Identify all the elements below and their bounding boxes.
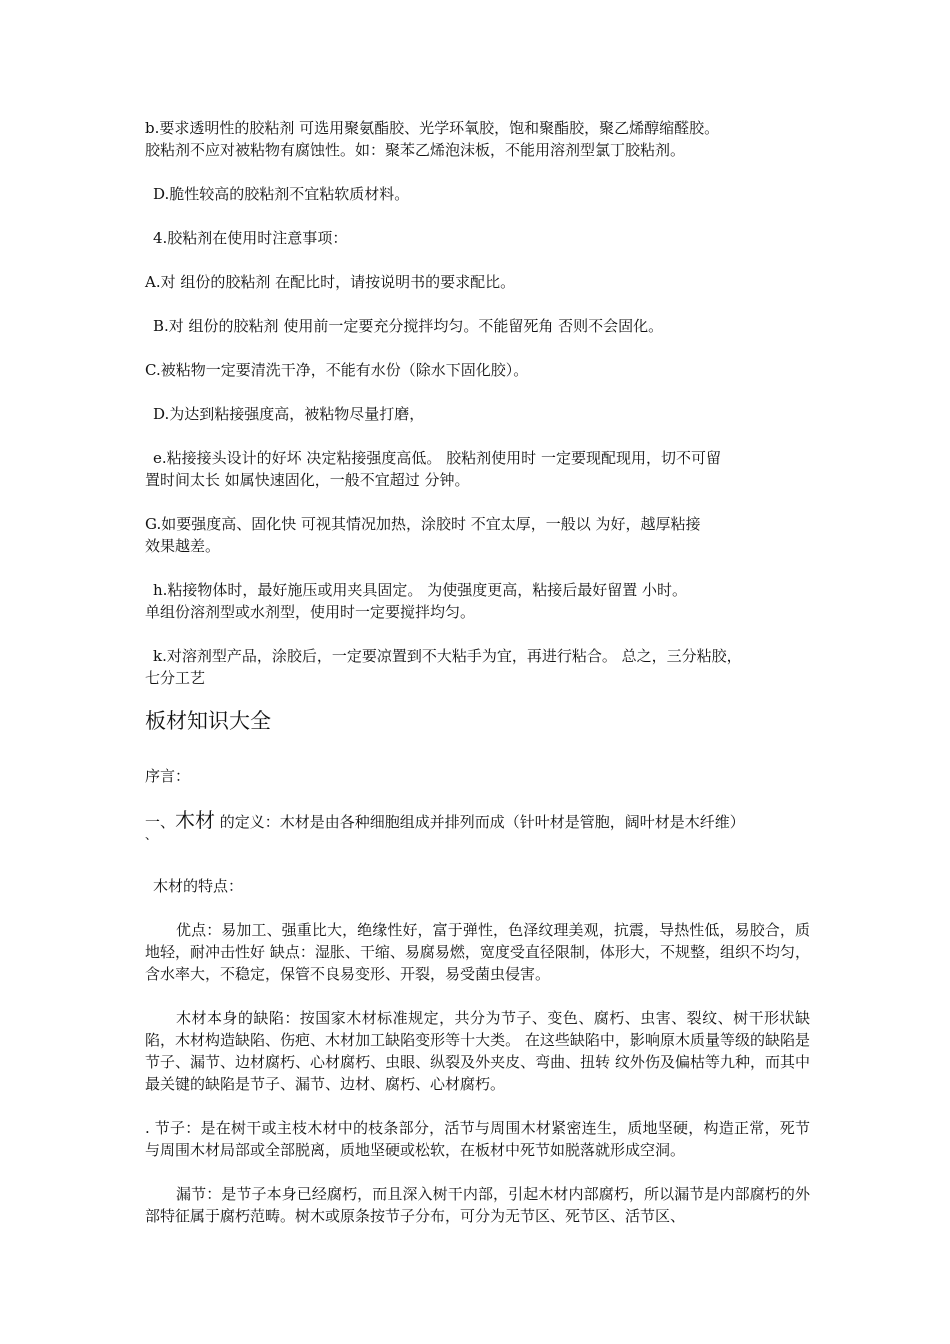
paragraph-transparent-adhesive: b.要求透明性的胶粘剂 可选用聚氨酯胶、光学环氧胶，饱和聚酯胶，聚乙烯醇缩醛胶。: [145, 119, 720, 137]
definition-trailing-mark: 、: [145, 828, 158, 842]
paragraph-note-d: D.为达到粘接强度高，被粘物尽量打磨，: [153, 405, 425, 423]
paragraph-note-c: C.被粘物一定要清洗干净，不能有水份（除水下固化胶）。: [145, 361, 529, 379]
paragraph-note-h-line1: h.粘接物体时，最好施压或用夹具固定。 为使强度更高，粘接后最好留置 小时。: [153, 581, 687, 599]
section-title: 板材知识大全: [145, 709, 271, 733]
paragraph-note-k-line1: k.对溶剂型产品，涂胶后，一定要凉置到不大粘手为宜，再进行粘合。 总之，三分粘胶，: [153, 647, 742, 665]
paragraph-note-a: A.对 组份的胶粘剂 在配比时，请按说明书的要求配比。: [145, 273, 516, 291]
wood-features-heading: 木材的特点：: [153, 877, 244, 895]
paragraph-note-g-line1: G.如要强度高、固化快 可视其情况加热，涂胶时 不宜太厚，一般以 为好，越厚粘接: [145, 515, 701, 533]
paragraph-note-e-line2: 置时间太长 如属快速固化，一般不宜超过 分钟。: [145, 471, 470, 489]
wood-defects-paragraph: 木材本身的缺陷：按国家木材标准规定，共分为节子、变色、腐朽、虫害、裂纹、树干形状缺陷，木材构造缺陷、伤疤、木材加工缺陷变形等十大类。 在这些缺陷中，影响原木质量等级的缺陷是节子、漏节、边材腐朽、心材腐朽、虫眼、纵裂及外夹皮、弯曲、扭转 纹外伤及偏枯等九种，而其中最关键的缺陷是节子、漏节、边材、腐朽、心材腐朽。: [145, 1009, 810, 1093]
paragraph-note-k-line2: 七分工艺: [145, 669, 206, 687]
paragraph-note-b: B.对 组份的胶粘剂 使用前一定要充分搅拌均匀。不能留死角 否则不会固化。: [153, 317, 664, 335]
definition-text: 的定义：木材是由各种细胞组成并排列而成（针叶材是管胞，阔叶材是木纤维）: [219, 813, 745, 831]
wood-definition: [145, 809, 810, 833]
definition-prefix: 一、: [145, 813, 176, 831]
paragraph-note-h-line2: 单组份溶剂型或水剂型，使用时一定要搅拌均匀。: [145, 603, 476, 621]
paragraph-corrosion-note: 胶粘剂不应对被粘物有腐蚀性。如：聚苯乙烯泡沫板，不能用溶剂型氯丁胶粘剂。: [145, 141, 686, 159]
paragraph-brittle-adhesive: D.脆性较高的胶粘剂不宜粘软质材料。: [153, 185, 410, 203]
preface-label: 序言：: [145, 767, 191, 785]
paragraph-note-g-line2: 效果越差。: [145, 537, 221, 555]
wood-features-paragraph: 优点：易加工、强重比大，绝缘性好，富于弹性，色泽纹理美观，抗震，导热性低，易胶合，质地轻，耐冲击性好 缺点：湿胀、干缩、易腐易燃，宽度受直径限制，体形大，不规整，组织不均匀，含水率大，不稳定，保管不良易变形、开裂，易受菌虫侵害。: [145, 921, 810, 983]
knots-paragraph: . 节子：是在树干或主枝木材中的枝条部分，活节与周围木材紧密连生，质地坚硬，构造正常，死节与周围木材局部或全部脱离，质地坚硬或松软，在板材中死节如脱落就形成空洞。: [145, 1119, 810, 1159]
paragraph-usage-notes-heading: 4.胶粘剂在使用时注意事项：: [153, 229, 348, 247]
leaky-knots-paragraph: 漏节：是节子本身已经腐朽，而且深入树干内部，引起木材内部腐朽，所以漏节是内部腐朽的外部特征属于腐朽范畴。树木或原条按节子分布，可分为无节区、死节区、活节区、: [145, 1185, 810, 1225]
paragraph-note-e-line1: e.粘接接头设计的好坏 决定粘接强度高低。 胶粘剂使用时 一定要现配现用，切不可留: [153, 449, 721, 467]
definition-term: 木材: [175, 808, 216, 832]
